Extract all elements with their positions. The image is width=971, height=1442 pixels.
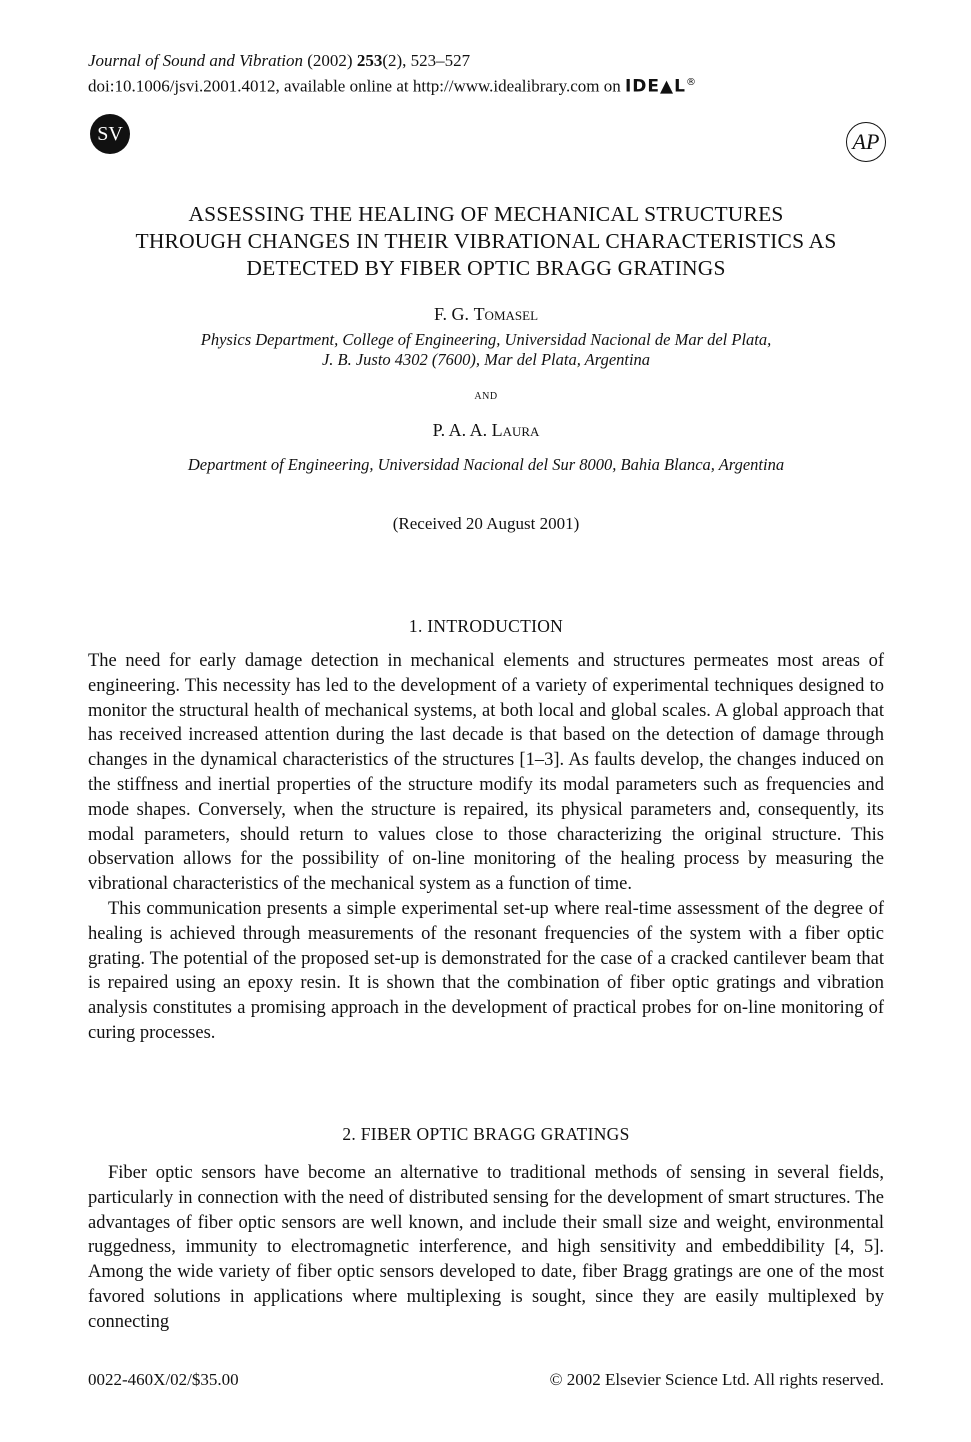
journal-name: Journal of Sound and Vibration	[88, 51, 304, 70]
affiliation-1: Physics Department, College of Engineering, Universidad Nacional de Mar del Plata, J. B. Justo 4302 (7600), Mar del Plata, Argentina	[200, 330, 772, 369]
section-2-body	[88, 1161, 884, 1335]
citation-line	[88, 50, 697, 72]
section-2-heading: 2. FIBER OPTIC BRAGG GRATINGS	[342, 1124, 630, 1144]
doi-line-row	[88, 72, 697, 98]
title-line: DETECTED BY FIBER OPTIC BRAGG GRATINGS	[246, 256, 726, 280]
sv-logo-icon: SV	[90, 114, 130, 154]
received-date: (Received 20 August 2001)	[392, 514, 580, 533]
issn-price: 0022-460X/02/$35.00	[88, 1370, 239, 1389]
paragraph: Fiber optic sensors have become an alternative to traditional methods of sensing in several fields, particularly in connection with the need of distributed sensing for the development of smart structures. The advantages of fiber optic sensors are well known, and include their small size and weight, environmental ruggedness, immunity to electromagnetic interference, and high sensitivity and embeddibility [4, 5]. Among the wide variety of fiber optic sensors developed to date, fiber Bragg gratings are one of the most favored solutions in applications where multiplexing is sought, since they are easily multiplexed by connecting	[88, 1163, 884, 1332]
and-separator: and	[474, 388, 498, 403]
citation-year: (2002)	[307, 51, 353, 70]
title-line: THROUGH CHANGES IN THEIR VIBRATIONAL CHARACTERISTICS AS	[135, 229, 837, 253]
author-1: F. G. Tomasel	[433, 304, 539, 324]
author-2: P. A. A. Laura	[432, 420, 540, 440]
affiliation-2: Department of Engineering, Universidad Nacional del Sur 8000, Bahia Blanca, Argentina	[187, 455, 785, 474]
journal-header	[88, 50, 697, 98]
copyright-notice: © 2002 Elsevier Science Ltd. All rights reserved.	[549, 1370, 884, 1389]
article-title	[60, 201, 912, 282]
issue-pages: (2), 523–527	[382, 51, 471, 70]
paragraph: The need for early damage detection in mechanical elements and structures permeates most areas of engineering. This necessity has led to the development of a variety of experimental techniques designed to monitor the structural health of mechanical systems, at both local and global scales. A global approach that has received increased attention during the last decade is that based on the detection of damage through changes in the dynamical characteristics of the structures [1–3]. As faults develop, the changes induced on the stiffness and inertial properties of the structure modify its modal parameters such as frequencies and mode shapes. Conversely, when the structure is repaired, its physical parameters and, consequently, its modal parameters, should return to values close to those characterizing the original structure. This observation allows for the possibility of on-line monitoring of the healing process by measuring the vibrational characteristics of the mechanical system as a function of time.	[88, 651, 884, 895]
paragraph: This communication presents a simple experimental set-up where real-time assessment of the degree of healing is achieved through measurements of the resonant frequencies of the system with a fiber optic grating. The potential of the proposed set-up is demonstrated for the case of a cracked cantilever beam that is repaired using an epoxy resin. It is shown that the combination of fiber optic gratings and vibration analysis constitutes a promising approach in the development of practical probes for on-line monitoring of curing processes.	[88, 898, 884, 1043]
title-line: ASSESSING THE HEALING OF MECHANICAL STRUCTURES	[188, 202, 784, 226]
ideal-logo: IDE▲L®	[624, 76, 697, 97]
section-1-heading: 1. INTRODUCTION	[408, 616, 564, 636]
section-1-body	[88, 649, 884, 1046]
ap-logo-icon: AP	[846, 122, 886, 162]
doi-line: doi:10.1006/jsvi.2001.4012, available online at http://www.idealibrary.com on	[88, 76, 621, 96]
volume-number: 253	[356, 51, 383, 70]
